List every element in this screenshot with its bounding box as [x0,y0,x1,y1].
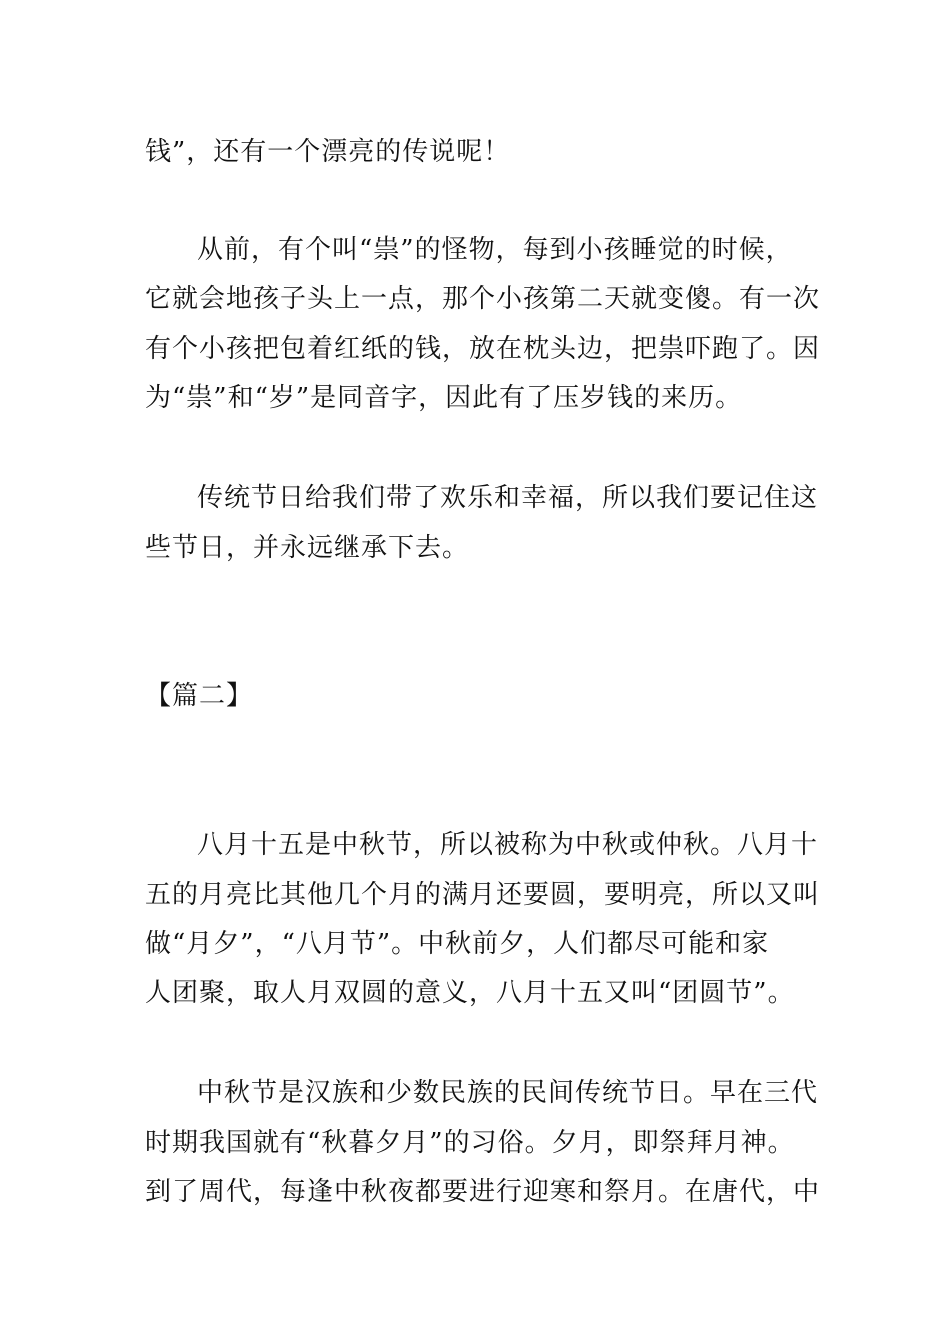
paragraph-line: 五的月亮比其他几个月的满月还要圆，要明亮，所以又叫 [145,880,821,910]
paragraph-line: 到了周代，每逢中秋夜都要进行迎寒和祭月。在唐代，中 [145,1177,821,1207]
paragraph-line: 八月十五是中秋节，所以被称为中秋或仲秋。八月十 [197,830,819,860]
paragraph-line: 中秋节是汉族和少数民族的民间传统节日。早在三代 [197,1078,819,1108]
paragraph-line: 从前，有个叫“祟”的怪物，每到小孩睡觉的时候， [197,235,793,265]
paragraph-line: 为“祟”和“岁”是同音字，因此有了压岁钱的来历。 [145,383,743,413]
paragraph-line: 些节日，并永远继承下去。 [145,533,470,563]
paragraph-line: 人团聚，取人月双圆的意义，八月十五又叫“团圆节”。 [145,978,795,1008]
continuation-line: 钱”，还有一个漂亮的传说呢！ [145,137,511,167]
section-heading: 【篇二】 [145,681,254,711]
paragraph-line: 传统节日给我们带了欢乐和幸福，所以我们要记住这 [197,483,819,513]
paragraph-line: 有个小孩把包着红纸的钱，放在枕头边，把祟吓跑了。因 [145,334,821,364]
paragraph-line: 做“月夕”，“八月节”。中秋前夕，人们都尽可能和家 [145,929,770,959]
paragraph-line: 时期我国就有“秋暮夕月”的习俗。夕月，即祭拜月神。 [145,1128,795,1158]
paragraph-line: 它就会地孩子头上一点，那个小孩第二天就变傻。有一次 [145,284,821,314]
